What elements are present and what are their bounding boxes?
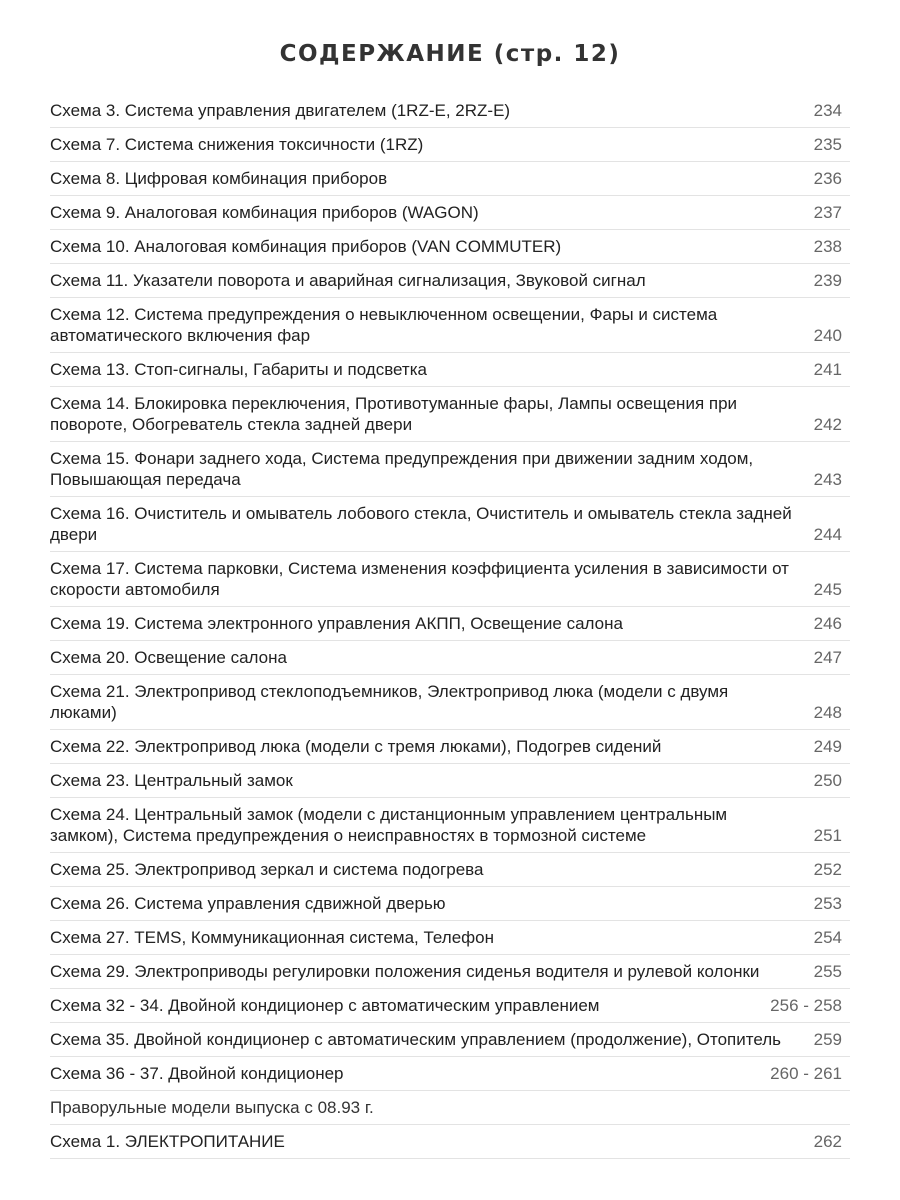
toc-entry-title: Схема 26. Система управления сдвижной дверью	[50, 894, 446, 913]
toc-entry-title: Схема 21. Электропривод стеклоподъемников, Электропривод люка (модели с двумя люками)	[50, 682, 729, 722]
toc-entry	[50, 641, 850, 675]
toc-entry-title: Схема 36 - 37. Двойной кондиционер	[50, 1064, 344, 1083]
toc-entry-page-number: 239	[813, 271, 842, 290]
page-title: СОДЕРЖАНИЕ (стр. 12)	[279, 41, 621, 67]
toc-entry-page-number: 236	[813, 169, 842, 188]
toc-entry	[50, 353, 850, 387]
toc-entry-title: Схема 16. Очиститель и омыватель лобового стекла, Очиститель и омыватель стекла задней двери	[50, 504, 792, 544]
toc-entry	[50, 442, 850, 497]
toc-entry-title: Схема 15. Фонари заднего хода, Система предупреждения при движении задним ходом, Повышающая передача	[50, 449, 754, 489]
toc-entry	[50, 730, 850, 764]
toc-entry-title: Схема 10. Аналоговая комбинация приборов (VAN COMMUTER)	[50, 237, 562, 256]
toc-entry-title: Схема 8. Цифровая комбинация приборов	[50, 169, 388, 188]
toc-entry	[50, 1023, 850, 1057]
toc-entry-page-number: 244	[813, 525, 842, 544]
toc-entry	[50, 298, 850, 353]
toc-entry-page-number: 245	[813, 580, 842, 599]
toc-entry	[50, 764, 850, 798]
toc-entry-title: Схема 17. Система парковки, Система изменения коэффициента усиления в зависимости от скорости автомобиля	[50, 559, 789, 599]
toc-entry-page-number: 243	[813, 470, 842, 489]
toc-entry-page-number: 260 - 261	[770, 1064, 842, 1083]
toc-entry-title: Схема 25. Электропривод зеркал и система подогрева	[50, 860, 484, 879]
toc-entry	[50, 798, 850, 853]
toc-entry-title: Схема 7. Система снижения токсичности (1RZ)	[50, 135, 424, 154]
toc-entry-title: Схема 35. Двойной кондиционер с автоматическим управлением (продолжение), Отопитель	[50, 1030, 782, 1049]
toc-entry	[50, 607, 850, 641]
toc-entry	[50, 552, 850, 607]
toc-entry	[50, 1057, 850, 1091]
toc-entry-title: Схема 12. Система предупреждения о невыключенном освещении, Фары и система автоматического включения фар	[50, 305, 718, 345]
toc-entry-page-number: 235	[813, 135, 842, 154]
toc-entry	[50, 675, 850, 730]
toc-entry	[50, 955, 850, 989]
toc-entry-page-number: 248	[813, 703, 842, 722]
toc-entry-page-number: 237	[813, 203, 842, 222]
toc-entry-page-number: 249	[813, 737, 842, 756]
toc-entry-page-number: 240	[813, 326, 842, 345]
toc-entry-title: Схема 27. TEMS, Коммуникационная система, Телефон	[50, 928, 495, 947]
toc-entry-page-number: 255	[813, 962, 842, 981]
toc-entry-title: Схема 20. Освещение салона	[50, 648, 287, 667]
toc-entry-page-number: 254	[813, 928, 842, 947]
toc-entry-title: Схема 1. ЭЛЕКТРОПИТАНИЕ	[50, 1132, 285, 1151]
toc-entry-page-number: 252	[813, 860, 842, 879]
toc-entry	[50, 128, 850, 162]
toc-entry-page-number: 259	[813, 1030, 842, 1049]
toc-entry-page-number: 238	[813, 237, 842, 256]
toc-entry-title: Схема 3. Система управления двигателем (1RZ-E, 2RZ-E)	[50, 101, 511, 120]
toc-entry	[50, 196, 850, 230]
toc-entry-page-number: 247	[813, 648, 842, 667]
toc-entry	[50, 264, 850, 298]
table-of-contents	[50, 94, 850, 1159]
toc-entry	[50, 94, 850, 128]
toc-entry	[50, 162, 850, 196]
toc-entry-title: Схема 9. Аналоговая комбинация приборов (WAGON)	[50, 203, 479, 222]
toc-entry-page-number: 256 - 258	[770, 996, 842, 1015]
toc-entry	[50, 230, 850, 264]
toc-entry	[50, 387, 850, 442]
toc-entry-page-number: 234	[813, 101, 842, 120]
toc-entry	[50, 887, 850, 921]
toc-entry-page-number: 241	[813, 360, 842, 379]
toc-entry-title: Схема 29. Электроприводы регулировки положения сиденья водителя и рулевой колонки	[50, 962, 760, 981]
toc-entry-title: Схема 11. Указатели поворота и аварийная сигнализация, Звуковой сигнал	[50, 271, 646, 290]
toc-entry-title: Схема 14. Блокировка переключения, Противотуманные фары, Лампы освещения при повороте, Обогреватель стекла задней двери	[50, 394, 738, 434]
toc-entry-page-number: 262	[813, 1132, 842, 1151]
toc-entry-title: Схема 13. Стоп-сигналы, Габариты и подсветка	[50, 360, 427, 379]
toc-entry	[50, 497, 850, 552]
toc-entry-page-number: 250	[813, 771, 842, 790]
toc-entry	[50, 853, 850, 887]
toc-entry-title: Схема 24. Центральный замок (модели с дистанционным управлением центральным замком), Система предупреждения о неисправностях в тормозной системе	[50, 805, 728, 845]
toc-entry-title: Схема 22. Электропривод люка (модели с тремя люками), Подогрев сидений	[50, 737, 662, 756]
toc-entry-title: Схема 32 - 34. Двойной кондиционер с автоматическим управлением	[50, 996, 600, 1015]
toc-entry-page-number: 253	[813, 894, 842, 913]
toc-entry-title: Схема 19. Система электронного управления АКПП, Освещение салона	[50, 614, 623, 633]
toc-entry-title: Праворульные модели выпуска с 08.93 г.	[50, 1098, 374, 1117]
toc-entry	[50, 921, 850, 955]
toc-entry	[50, 1125, 850, 1159]
toc-entry-page-number: 246	[813, 614, 842, 633]
toc-entry-title: Схема 23. Центральный замок	[50, 771, 293, 790]
toc-entry-page-number: 251	[813, 826, 842, 845]
toc-entry	[50, 989, 850, 1023]
toc-section-heading	[50, 1091, 850, 1125]
toc-entry-page-number: 242	[813, 415, 842, 434]
